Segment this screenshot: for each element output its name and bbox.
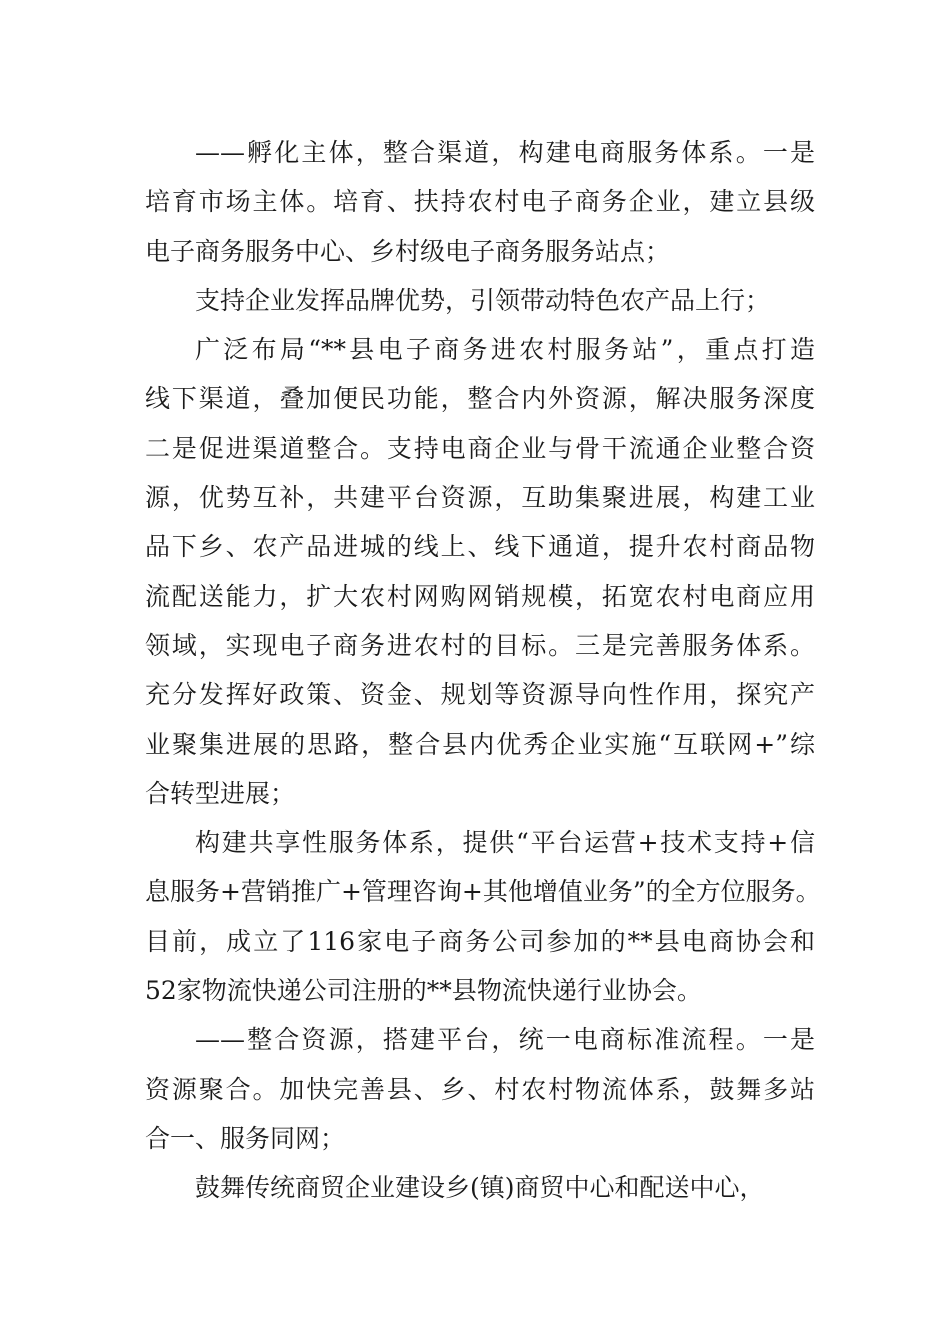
- paragraph-line: 目前，成立了116家电子商务公司参加的**县电商协会和: [145, 926, 815, 956]
- paragraph-line: 鼓舞传统商贸企业建设乡(镇)商贸中心和配送中心，: [195, 1173, 765, 1203]
- paragraph-line: 广泛布局“**县电子商务进农村服务站”，重点打造: [195, 335, 815, 365]
- paragraph-line: 构建共享性服务体系，提供“平台运营+技术支持+信: [195, 828, 815, 858]
- paragraph-line: 培育市场主体。培育、扶持农村电子商务企业，建立县级: [145, 187, 815, 217]
- paragraph-line: 领域，实现电子商务进农村的目标。三是完善服务体系。: [145, 630, 815, 660]
- paragraph-line: 资源聚合。加快完善县、乡、村农村物流体系，鼓舞多站: [145, 1074, 815, 1104]
- paragraph-line: 源，优势互补，共建平台资源，互助集聚进展，构建工业: [145, 483, 815, 513]
- paragraph-line: 合转型进展；: [145, 778, 296, 808]
- paragraph-line: 线下渠道，叠加便民功能，整合内外资源，解决服务深度: [145, 384, 815, 414]
- paragraph-line: 充分发挥好政策、资金、规划等资源导向性作用，探究产: [145, 680, 815, 710]
- paragraph-line: 支持企业发挥品牌优势，引领带动特色农产品上行；: [195, 285, 771, 315]
- paragraph-line: ——孵化主体，整合渠道，构建电商服务体系。一是: [195, 138, 815, 167]
- paragraph-line: 业聚集进展的思路，整合县内优秀企业实施“互联网+”综: [145, 729, 815, 759]
- paragraph-line: 品下乡、农产品进城的线上、线下通道，提升农村商品物: [145, 532, 815, 562]
- paragraph-line: 合一、服务同网；: [145, 1123, 346, 1153]
- paragraph-line: 流配送能力，扩大农村网购网销规模，拓宽农村电商应用: [145, 581, 815, 611]
- paragraph-line: 二是促进渠道整合。支持电商企业与骨干流通企业整合资: [145, 433, 815, 463]
- body-text: [145, 128, 821, 1213]
- paragraph-line: 电子商务服务中心、乡村级电子商务服务站点；: [145, 236, 671, 266]
- paragraph-line: 52家物流快递公司注册的**县物流快递行业协会。: [145, 976, 702, 1006]
- paragraph-line: 息服务+营销推广+管理咨询+其他增值业务”的全方位服务。: [145, 877, 821, 907]
- paragraph-line: ——整合资源，搭建平台，统一电商标准流程。一是: [195, 1025, 815, 1055]
